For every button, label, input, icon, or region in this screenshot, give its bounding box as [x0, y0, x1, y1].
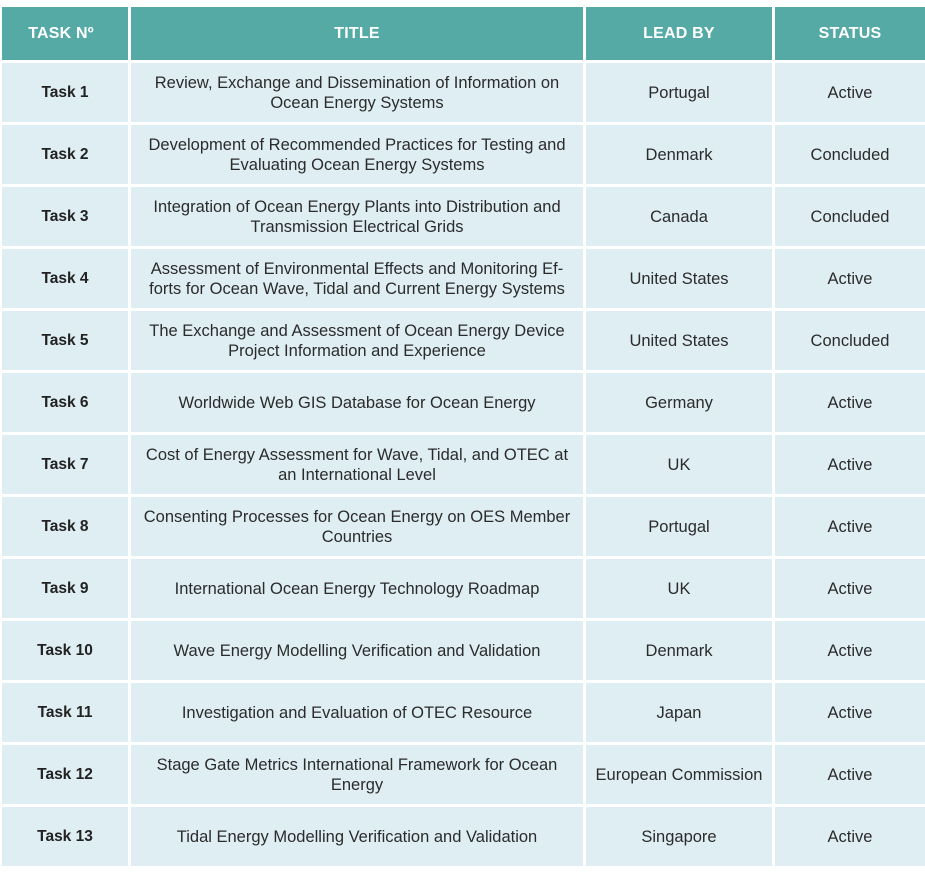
task-title-cell: Assessment of Environmental Effects and Monitoring Ef-forts for Ocean Wave, Tidal and Current Energy Systems [131, 249, 583, 308]
status-cell: Active [775, 559, 925, 618]
task-title-cell: International Ocean Energy Technology Roadmap [131, 559, 583, 618]
task-number-cell: Task 2 [2, 125, 128, 184]
task-title-cell: Cost of Energy Assessment for Wave, Tidal, and OTEC at an International Level [131, 435, 583, 494]
status-cell: Active [775, 497, 925, 556]
header-task-number: TASK Nº [2, 7, 128, 60]
task-title-cell: Consenting Processes for Ocean Energy on OES Member Countries [131, 497, 583, 556]
header-lead-by: LEAD BY [586, 7, 772, 60]
task-title-cell: The Exchange and Assessment of Ocean Energy Device Project Information and Experience [131, 311, 583, 370]
lead-by-cell: United States [586, 249, 772, 308]
lead-by-cell: Germany [586, 373, 772, 432]
task-title-cell: Integration of Ocean Energy Plants into Distribution and Transmission Electrical Grids [131, 187, 583, 246]
task-number-cell: Task 4 [2, 249, 128, 308]
status-cell: Active [775, 745, 925, 804]
task-number-cell: Task 9 [2, 559, 128, 618]
task-number-cell: Task 6 [2, 373, 128, 432]
task-title-cell: Wave Energy Modelling Verification and Validation [131, 621, 583, 680]
task-title-cell: Review, Exchange and Dissemination of Information on Ocean Energy Systems [131, 63, 583, 122]
status-cell: Active [775, 807, 925, 866]
task-number-cell: Task 12 [2, 745, 128, 804]
tasks-table [2, 7, 923, 866]
task-number-cell: Task 10 [2, 621, 128, 680]
lead-by-cell: UK [586, 559, 772, 618]
status-cell: Active [775, 683, 925, 742]
status-cell: Active [775, 373, 925, 432]
task-title-cell: Stage Gate Metrics International Framework for Ocean Energy [131, 745, 583, 804]
lead-by-cell: Canada [586, 187, 772, 246]
task-number-cell: Task 11 [2, 683, 128, 742]
lead-by-cell: Japan [586, 683, 772, 742]
status-cell: Active [775, 63, 925, 122]
task-title-cell: Tidal Energy Modelling Verification and Validation [131, 807, 583, 866]
task-title-cell: Development of Recommended Practices for Testing and Evaluating Ocean Energy Systems [131, 125, 583, 184]
task-title-cell: Investigation and Evaluation of OTEC Resource [131, 683, 583, 742]
lead-by-cell: Denmark [586, 621, 772, 680]
lead-by-cell: Denmark [586, 125, 772, 184]
task-number-cell: Task 1 [2, 63, 128, 122]
status-cell: Active [775, 621, 925, 680]
status-cell: Active [775, 249, 925, 308]
lead-by-cell: United States [586, 311, 772, 370]
lead-by-cell: Portugal [586, 63, 772, 122]
status-cell: Concluded [775, 311, 925, 370]
lead-by-cell: European Commission [586, 745, 772, 804]
status-cell: Active [775, 435, 925, 494]
header-status: STATUS [775, 7, 925, 60]
task-title-cell: Worldwide Web GIS Database for Ocean Energy [131, 373, 583, 432]
task-number-cell: Task 3 [2, 187, 128, 246]
task-number-cell: Task 13 [2, 807, 128, 866]
header-title: TITLE [131, 7, 583, 60]
lead-by-cell: UK [586, 435, 772, 494]
task-number-cell: Task 5 [2, 311, 128, 370]
status-cell: Concluded [775, 187, 925, 246]
task-number-cell: Task 8 [2, 497, 128, 556]
lead-by-cell: Singapore [586, 807, 772, 866]
task-number-cell: Task 7 [2, 435, 128, 494]
lead-by-cell: Portugal [586, 497, 772, 556]
status-cell: Concluded [775, 125, 925, 184]
